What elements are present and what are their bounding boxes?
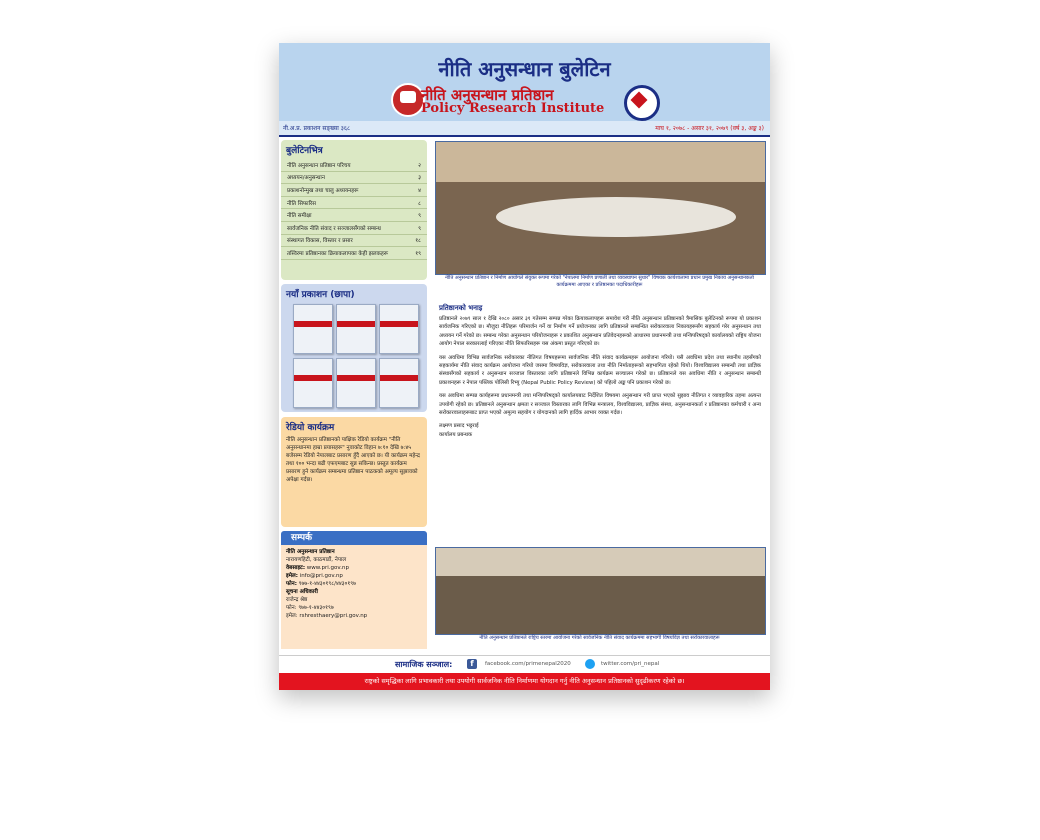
social-label: सामाजिक सञ्जाल:: [395, 660, 453, 669]
article-body: [439, 315, 761, 439]
contact-address: नारायणहिटी, काठमाडौं, नेपाल: [286, 557, 347, 563]
contents-item-page: ९: [418, 225, 421, 232]
tagline-bar: राष्ट्रको समृद्धिका लागि प्रभावकारी तथा उपयोगी सार्वजनिक नीति निर्माणमा योगदान गर्नु नीति अनुसन्धान प्रतिष्ठानको सुदृढीकरण रहेको छ।: [279, 673, 770, 690]
twitter-icon[interactable]: [585, 659, 595, 669]
institute-name-np: नीति अनुसन्धान प्रतिष्ठान: [421, 86, 554, 104]
social-bar: [279, 655, 770, 674]
publication-covers: [291, 304, 419, 408]
article-paragraph: यस अवधिमा विभिन्न सार्वजनिक सरोकारका नीतिगत विषयहरूमा सार्वजनिक नीति संवाद कार्यक्रमहरू आयोजना गरियो। यसै अवधिमा प्रदेश तथा स्थानीय तहसँगको सहकार्यमा नीति संवाद कार्यक्रम आयोजना गरियो जसमा विषयविज्ञ, सरोकारवाला तथा नीति निर्माताहरूको सहभागिता रहेको थियो। विश्वविद्यालय सम्बन्धी तथा प्राज्ञिक संस्थासँगको सहकार्य र अनुसन्धान सञ्जाल विस्तारका लागि प्रतिष्ठानले विभिन्न कार्यक्रम सञ्चालन गरेको छ। प्रतिष्ठानले यस अवधिमा नीति र अनुसन्धान सम्बन्धी प्रकाशनहरू र नेपाल पब्लिक पोलिसी रिभ्यु (Nepal Public Policy Review) को पहिलो अङ्क पनि प्रकाशन गरेको छ।: [439, 354, 761, 386]
bulletin-title: नीति अनुसन्धान बुलेटिन: [438, 57, 611, 81]
book-cover: [293, 358, 333, 408]
contents-item-page: ३: [418, 175, 421, 182]
phone-label: फोन:: [286, 581, 297, 587]
email-link[interactable]: info@pri.gov.np: [299, 573, 343, 579]
book-cover: [336, 358, 376, 408]
radio-box: [281, 417, 427, 527]
contents-item: [281, 159, 427, 172]
contents-item-page: ९: [418, 213, 421, 220]
publication-number: नी.अ.प्र. प्रकाशन सङ्ख्या ३६८: [283, 125, 351, 132]
contents-item-label: अध्ययन/अनुसन्धान: [287, 175, 325, 182]
officer-label: सूचना अधिकारी: [286, 589, 318, 595]
meeting-photo-caption: नीति अनुसन्धान प्रतिष्ठान र निर्माण आयोगले संयुक्त रूपमा गरेको "नेपालमा निर्माण प्रणाली तथा व्यवस्थापन सुधार" विषयक कार्यशालामा प्रधान प्रमुख निकाय अनुसन्धानकर्ता कार्यक्रममा आएका र प्रतिष्ठानका पदाधिकारीहरू: [445, 275, 754, 288]
article-signature: [439, 422, 761, 439]
contents-item-label: सार्वजनिक नीति संवाद र सञ्जालसँगको सम्बन्ध: [287, 225, 381, 232]
contents-list: [281, 159, 427, 260]
contents-item-page: ८: [418, 200, 421, 207]
contents-item: [281, 247, 427, 260]
website-link[interactable]: www.pri.gov.np: [306, 565, 349, 571]
pri-logo-icon: [624, 85, 660, 121]
institute-name-en: Policy Research Institute: [421, 101, 605, 116]
facebook-icon[interactable]: f: [467, 659, 477, 669]
contents-item-page: १८: [415, 238, 421, 245]
officer-name: राजेन्द्र श्रेष्ठ: [286, 597, 308, 603]
meeting-photo: [435, 141, 766, 275]
twitter-link[interactable]: twitter.com/pri_nepal: [601, 661, 660, 667]
phone-number: ९७७-१-४४३०१९८/४४३०१९७: [298, 581, 356, 587]
article-paragraph: यस अवधिमा सम्पन्न कार्यहरूमा प्रधानमन्त्री तथा मन्त्रिपरिषद्को कार्यालयबाट निर्देशित विषयमा अनुसन्धान गरी प्राप्त भएको सुझाव नीतिगत र व्यावहारिक तहमा अत्यन्त उपयोगी रहेको छ। प्रतिष्ठानले अनुसन्धान क्षमता र सञ्जाल विस्तारका लागि विभिन्न मन्त्रालय, विश्वविद्यालय, प्राज्ञिक संस्था, अनुसन्धानकर्ता र प्रतिष्ठानका कर्मचारी र अन्य सरोकारवालाहरूबाट प्राप्त भएको अमूल्य सहयोग र योगदानको लागि हार्दिक आभार व्यक्त गर्दछ।: [439, 393, 761, 417]
radio-heading: रेडियो कार्यक्रम: [286, 423, 335, 433]
masthead: [279, 43, 770, 121]
contents-item: [281, 172, 427, 185]
contents-item: [281, 197, 427, 210]
contents-item: [281, 184, 427, 197]
signatory-title: कार्यालय प्रबन्धक: [439, 431, 473, 438]
signatory-name: लक्ष्मण प्रसाद भट्टराई: [439, 423, 479, 430]
new-publications-box: [281, 284, 427, 412]
book-cover: [379, 358, 419, 408]
contact-box: [281, 545, 427, 649]
contents-item: [281, 209, 427, 222]
contents-heading: बुलेटिनभित्र: [286, 146, 323, 156]
article-paragraph: प्रतिष्ठानले २०७९ साल १ देखि २०८० असार ३१ गतेसम्म सम्पन्न गरेका क्रियाकलापहरू समावेश गरी नीति अनुसन्धान प्रतिष्ठानको त्रैमासिक बुलेटिनको रूपमा यो प्रकाशन सार्वजनिक गरिएको छ। मौजुदा नीतिहरू परिमार्जन गर्ने वा निर्माण गर्ने प्रयोजनका लागि प्रतिष्ठानले सम्बन्धित सरोकारवाला निकायहरूसँग सहकार्य गरेर अनुसन्धान तथा अध्ययन गर्ने गरेको छ। सम्बन्ध गरेका अनुसन्धान परियोजनाहरू र प्रकाशित अनुसन्धान प्रतिवेदनहरूको आधारमा प्रधानमन्त्री तथा मन्त्रिपरिषद्को कार्यालयको राष्ट्रिय योजना आयोग नेपाल सरकारलाई गरिएका नीति सिफारिसहरू यस अंकमा प्रस्तुत गरिएको छ।: [439, 316, 761, 348]
officer-phone: फोन: ९७७-१-४४३०१९७: [286, 605, 334, 611]
sidebar: [279, 137, 429, 653]
bulletin-page: [279, 43, 770, 690]
main-column: [431, 137, 768, 653]
photo-wall: [436, 548, 765, 576]
contact-heading: सम्पर्क: [281, 531, 427, 545]
officer-email: इमेल: rshresthaery@pri.gov.np: [286, 613, 368, 619]
issue-date: माघ १, २०७८ - असार ३१, २०७९ (वर्ष ३, अङ्क ३): [655, 125, 764, 132]
facebook-link[interactable]: facebook.com/primenepal2020: [485, 661, 571, 667]
contents-item-label: नीति सिफारिस: [287, 200, 316, 207]
photo-conference-table: [496, 197, 736, 237]
contents-item-label: नीति समीक्षा: [287, 213, 312, 220]
contents-item-label: प्रकाशनोन्मुख तथा चालु अध्ययनहरू: [287, 187, 359, 194]
contents-item: [281, 222, 427, 235]
contents-item-page: १९: [415, 250, 421, 257]
issue-info-bar: [279, 121, 770, 137]
nepal-emblem-icon: [391, 83, 425, 117]
website-label: वेबसाइट:: [286, 565, 306, 571]
dialogue-photo: [435, 547, 766, 635]
dialogue-photo-caption: नीति अनुसन्धान प्रतिष्ठानले राष्ट्रिय स्तरमा आयोजना गरेको सार्वजनिक नीति संवाद कार्यक्रममा सहभागी विषयविज्ञ तथा सरोकारवालाहरू: [479, 635, 720, 641]
contents-item: [281, 235, 427, 248]
book-cover: [336, 304, 376, 354]
book-cover: [293, 304, 333, 354]
contents-item-label: नीति अनुसन्धान प्रतिष्ठान परिचय: [287, 162, 351, 169]
book-cover: [379, 304, 419, 354]
contact-org: नीति अनुसन्धान प्रतिष्ठान: [286, 549, 335, 555]
radio-text: नीति अनुसन्धान प्रतिष्ठानको पाक्षिक रेडियो कार्यक्रम "नीति अनुसन्धानमा हाम्रा प्रयासहरू" नुवाकोट विहान ७:१० देखि ७:४५ बजेसम्म रेडियो नेपालबाट प्रसारण हुँदै आएको छ। यी कार्यक्रम महेन्द्र तथा १०० भन्दा बढी एफएमबाट सुन्न सकिन्छ। प्रस्तुत कार्यक्रम प्रसारण हुने कार्यक्रम सम्बन्धमा प्रतिष्ठान पाठकको अमूल्य सुझावको अपेक्षा गर्दछ।: [286, 437, 420, 483]
contents-item-page: २: [418, 162, 421, 169]
contents-item-label: तस्विरमा प्रतिष्ठानका क्रियाकलापका केही झलकहरू: [287, 250, 389, 257]
email-label: इमेल:: [286, 573, 298, 579]
contents-item-page: ४: [418, 187, 421, 194]
contents-item-label: संस्थागत विकास, विस्तार र प्रसार: [287, 238, 353, 245]
photo-wall: [436, 142, 765, 182]
article-heading: प्रतिष्ठानको भनाइ: [439, 304, 483, 312]
contents-box: [281, 140, 427, 280]
new-publications-heading: नयाँ प्रकाशन (छापा): [286, 290, 355, 300]
